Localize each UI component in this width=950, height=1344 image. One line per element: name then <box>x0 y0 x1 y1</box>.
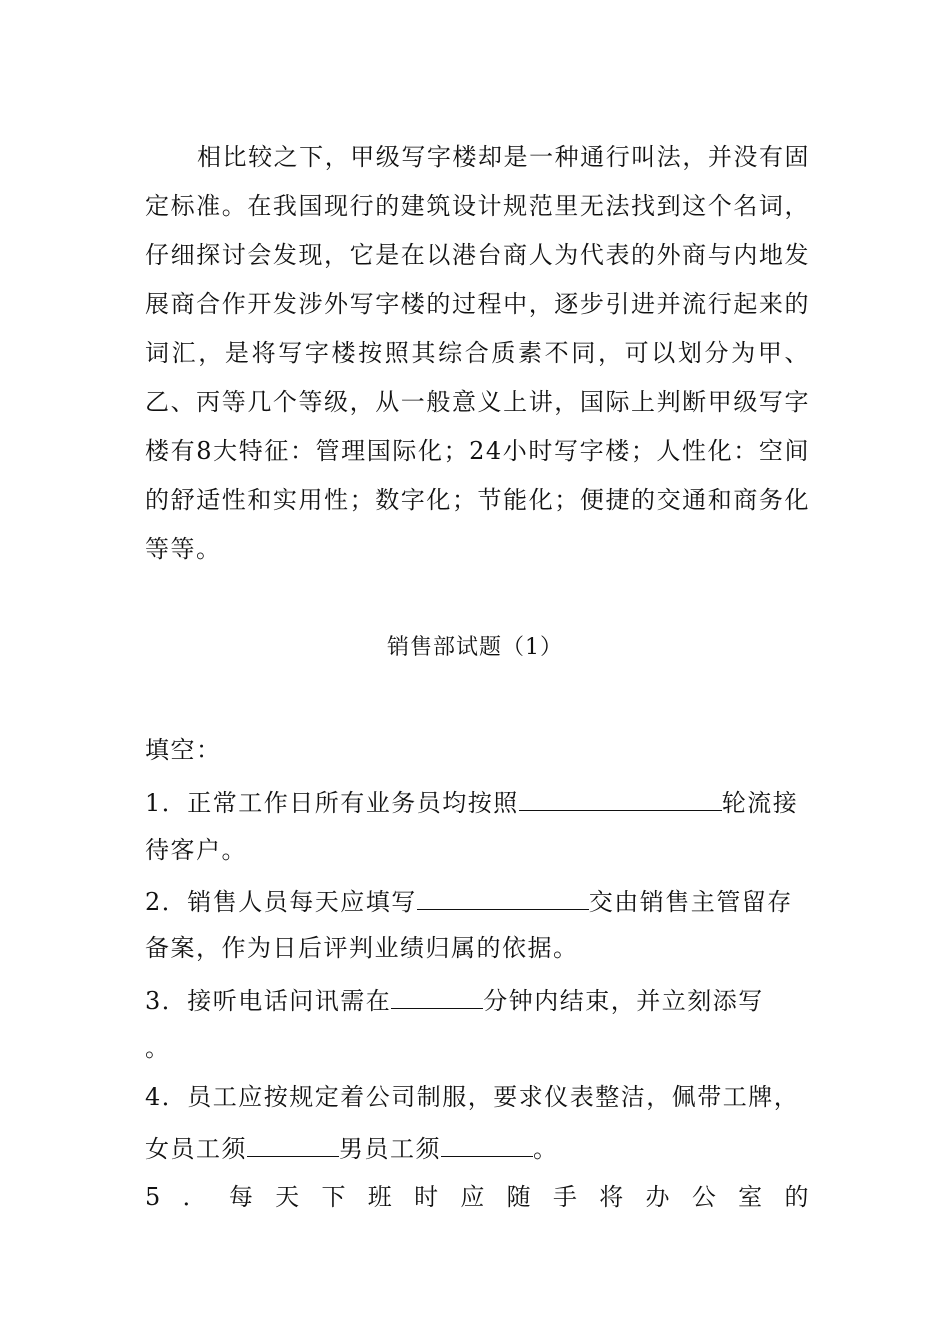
q5-char: 将 <box>599 1183 625 1211</box>
q5-char: 应 <box>460 1183 486 1211</box>
section-title: 销售部试题（1） <box>387 635 563 660</box>
question-3-text-end: 分钟内结束，并立刻添写 <box>483 987 764 1015</box>
question-3-blank[interactable] <box>391 982 483 1009</box>
q5-char: 的 <box>784 1183 810 1211</box>
question-3-line-2: 。 <box>145 1034 171 1062</box>
q5-char: 随 <box>506 1183 533 1211</box>
question-1-blank[interactable] <box>519 784 722 811</box>
question-4-line-1: 4．员工应按规定着公司制服，要求仪表整洁，佩带工牌， <box>145 1083 800 1111</box>
q5-char: ． <box>182 1183 209 1211</box>
question-2-text-start: 2．销售人员每天应填写 <box>145 888 417 916</box>
question-5-line-1 <box>145 1181 810 1213</box>
question-3-line-1 <box>145 982 764 1017</box>
question-4-line-2 <box>145 1130 559 1165</box>
question-3-text-start: 3．接听电话问讯需在 <box>145 987 392 1015</box>
intro-paragraph: 相比较之下，甲级写字楼却是一种通行叫法，并没有固定标准。在我国现行的建筑设计规范里无法找到这个名词，仔细探讨会发现，它是在以港台商人为代表的外商与内地发展商合作开发涉外写字楼的过程中，逐步引进并流行起来的词汇，是将写字楼按照其综合质素不同，可以划分为甲、乙、丙等几个等级，从一般意义上讲，国际上判断甲级写字楼有8大特征：管理国际化；24小时写字楼；人性化：空间的舒适性和实用性；数字化；节能化；便捷的交通和商务化等等。 <box>145 143 810 563</box>
q5-char: 每 <box>228 1183 255 1211</box>
question-1-text-end: 轮流接 <box>721 789 799 817</box>
q5-char: 公 <box>691 1183 718 1211</box>
question-1-line-1 <box>145 784 798 819</box>
question-2-line-2: 备案，作为日后评判业绩归属的依据。 <box>145 934 579 962</box>
q5-char: 室 <box>738 1183 764 1211</box>
q5-char: 办 <box>645 1183 672 1211</box>
question-1-text-start: 1．正常工作日所有业务员均按照 <box>145 789 519 817</box>
fill-heading: 填空： <box>145 736 222 764</box>
question-2-line-1 <box>145 883 793 918</box>
q5-char: 时 <box>414 1183 440 1211</box>
question-4-text-female: 女员工须 <box>145 1135 247 1163</box>
question-4-text-male: 男员工须 <box>339 1135 441 1163</box>
question-4-blank-male[interactable] <box>441 1130 533 1157</box>
question-4-blank-female[interactable] <box>247 1130 339 1157</box>
q5-char: 班 <box>367 1183 394 1211</box>
q5-char: 天 <box>275 1183 301 1211</box>
q5-char: 手 <box>552 1183 579 1211</box>
question-4-text-end: 。 <box>533 1135 559 1163</box>
q5-char: 下 <box>321 1183 347 1211</box>
question-2-text-end: 交由销售主管留存 <box>588 888 793 916</box>
question-2-blank[interactable] <box>417 883 589 910</box>
q5-char: 5 <box>145 1183 162 1211</box>
question-1-line-2: 待客户。 <box>145 836 247 864</box>
